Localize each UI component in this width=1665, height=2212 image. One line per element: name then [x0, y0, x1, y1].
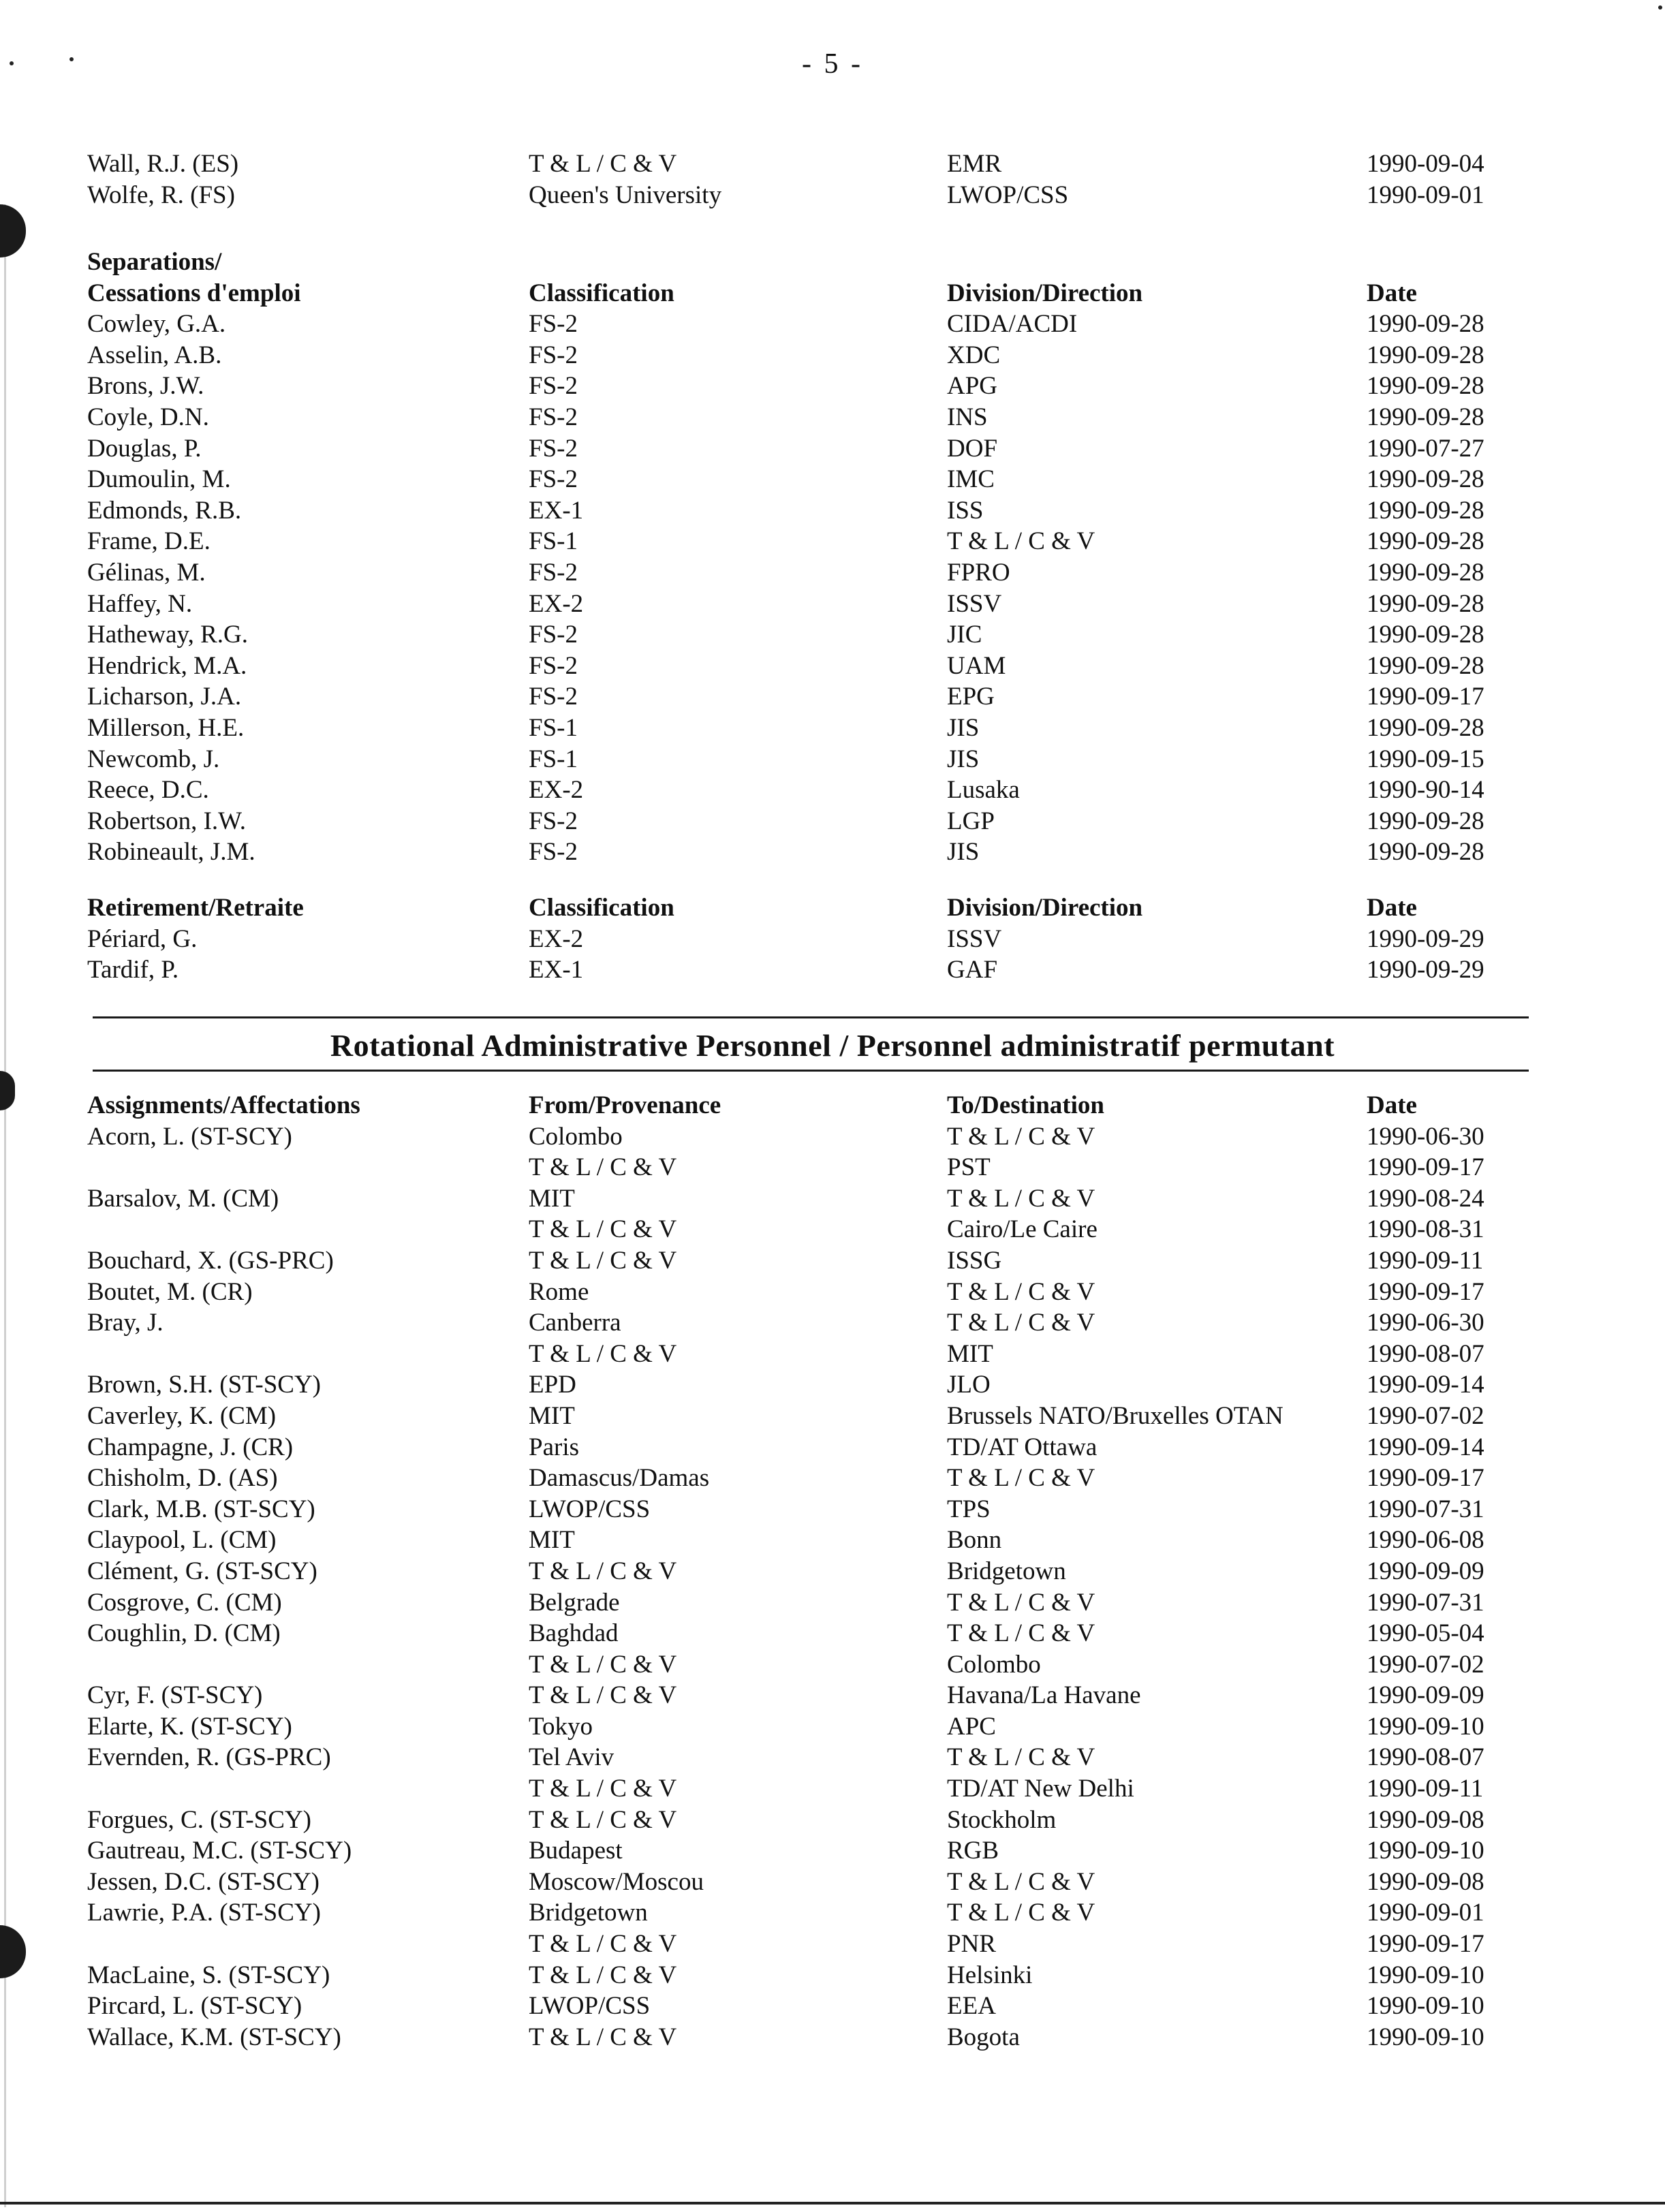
from-location: MIT	[529, 1184, 575, 1213]
employee-name: Hendrick, M.A.	[87, 651, 247, 680]
section-heading	[0, 247, 1665, 278]
table-row	[0, 1245, 1665, 1277]
employee-name: Asselin, A.B.	[87, 341, 222, 369]
to-destination: Cairo/Le Caire	[947, 1215, 1098, 1244]
to-destination: T & L / C & V	[947, 1743, 1095, 1772]
table-row	[0, 1277, 1665, 1308]
date: 1990-09-10	[1367, 1961, 1484, 1989]
from-location: Tel Aviv	[529, 1743, 614, 1772]
date: 1990-09-28	[1367, 496, 1484, 525]
from-location: T & L / C & V	[529, 1153, 677, 1182]
employee-name: Boutet, M. (CR)	[87, 1277, 253, 1306]
employee-name: Gélinas, M.	[87, 558, 206, 587]
table-row	[0, 1214, 1665, 1245]
table-header-row	[0, 1090, 1665, 1121]
employee-name: Robertson, I.W.	[87, 807, 246, 835]
table-row	[0, 837, 1665, 868]
table-row	[0, 1929, 1665, 1960]
employee-name: Barsalov, M. (CM)	[87, 1184, 279, 1213]
date: 1990-90-14	[1367, 776, 1484, 805]
table-row	[0, 149, 1665, 180]
date: 1990-09-28	[1367, 807, 1484, 835]
to-destination: RGB	[947, 1837, 999, 1865]
date: 1990-09-17	[1367, 683, 1484, 711]
table-row	[0, 589, 1665, 620]
from-location: T & L / C & V	[529, 1650, 677, 1679]
table-row	[0, 1835, 1665, 1867]
to-destination: Helsinki	[947, 1961, 1033, 1989]
to-destination: T & L / C & V	[947, 1899, 1095, 1927]
employee-name: Bouchard, X. (GS-PRC)	[87, 1246, 334, 1275]
date: 1990-07-31	[1367, 1588, 1484, 1617]
header-date: Date	[1367, 1091, 1417, 1119]
employee-name: Hatheway, R.G.	[87, 621, 248, 649]
header-division: Division/Direction	[947, 894, 1143, 922]
table-row	[0, 557, 1665, 589]
division: JIC	[947, 621, 982, 649]
from-location: MIT	[529, 1401, 575, 1430]
date: 1990-09-28	[1367, 589, 1484, 618]
date: 1990-09-01	[1367, 1899, 1484, 1927]
date: 1990-07-31	[1367, 1495, 1484, 1523]
from-location: EPD	[529, 1371, 576, 1399]
table-header-row	[0, 892, 1665, 924]
employee-name: Cowley, G.A.	[87, 310, 226, 339]
division: JIS	[947, 745, 980, 773]
to-destination: ISSG	[947, 1246, 1002, 1275]
to-destination: JLO	[947, 1371, 991, 1399]
header-to: To/Destination	[947, 1091, 1104, 1119]
date: 1990-09-28	[1367, 403, 1484, 431]
date: 1990-09-10	[1367, 1837, 1484, 1865]
to-destination: T & L / C & V	[947, 1619, 1095, 1648]
date: 1990-06-30	[1367, 1122, 1484, 1151]
to-destination: TD/AT Ottawa	[947, 1433, 1098, 1461]
division: ISSV	[947, 589, 1002, 618]
date: 1990-08-07	[1367, 1339, 1484, 1368]
date: 1990-09-14	[1367, 1433, 1484, 1461]
date: 1990-06-08	[1367, 1526, 1484, 1555]
employee-name: Chisholm, D. (AS)	[87, 1464, 278, 1493]
table-row	[0, 1867, 1665, 1898]
table-row	[0, 1556, 1665, 1587]
date: 1990-09-17	[1367, 1153, 1484, 1182]
table-row	[0, 1307, 1665, 1339]
date: 1990-09-17	[1367, 1464, 1484, 1493]
to-destination: T & L / C & V	[947, 1588, 1095, 1617]
to-destination: Stockholm	[947, 1805, 1057, 1834]
table-row	[0, 1960, 1665, 1991]
to-destination: T & L / C & V	[947, 1184, 1095, 1213]
table-row	[0, 1183, 1665, 1215]
table-header-row	[0, 278, 1665, 309]
date: 1990-09-11	[1367, 1775, 1484, 1803]
employee-name: Reece, D.C.	[87, 776, 209, 805]
origin: Queen's University	[529, 181, 722, 209]
date: 1990-09-10	[1367, 1992, 1484, 2021]
division: Lusaka	[947, 776, 1020, 805]
assignments-rows	[0, 1121, 1665, 2053]
from-location: T & L / C & V	[529, 1961, 677, 1989]
date: 1990-09-29	[1367, 924, 1484, 953]
employee-name: MacLaine, S. (ST-SCY)	[87, 1961, 330, 1989]
table-row	[0, 651, 1665, 682]
employee-name: Forgues, C. (ST-SCY)	[87, 1805, 311, 1834]
employee-name: Acorn, L. (ST-SCY)	[87, 1122, 292, 1151]
table-row	[0, 806, 1665, 837]
date: 1990-09-28	[1367, 713, 1484, 742]
division: APG	[947, 372, 998, 401]
from-location: T & L / C & V	[529, 1557, 677, 1585]
table-row	[0, 1618, 1665, 1649]
employee-name: Caverley, K. (CM)	[87, 1401, 277, 1430]
to-destination: T & L / C & V	[947, 1122, 1095, 1151]
classification: FS-2	[529, 838, 578, 867]
table-row	[0, 402, 1665, 433]
from-location: T & L / C & V	[529, 1930, 677, 1959]
date: 1990-09-28	[1367, 558, 1484, 587]
from-location: T & L / C & V	[529, 1681, 677, 1710]
table-row	[0, 1525, 1665, 1556]
to-destination: PNR	[947, 1930, 996, 1959]
date: 1990-09-28	[1367, 838, 1484, 867]
table-row	[0, 2022, 1665, 2053]
date: 1990-09-28	[1367, 341, 1484, 369]
separations-table	[0, 247, 1665, 868]
classification: FS-2	[529, 372, 578, 401]
classification: FS-2	[529, 558, 578, 587]
employee-name: Lawrie, P.A. (ST-SCY)	[87, 1899, 321, 1927]
classification: FS-1	[529, 527, 578, 556]
classification: FS-2	[529, 683, 578, 711]
to-destination: PST	[947, 1153, 991, 1182]
to-destination: Bonn	[947, 1526, 1002, 1555]
date: 1990-09-14	[1367, 1371, 1484, 1399]
employee-name: Evernden, R. (GS-PRC)	[87, 1743, 331, 1772]
assignments-table	[0, 1090, 1665, 2053]
from-location: T & L / C & V	[529, 1215, 677, 1244]
date: 1990-09-09	[1367, 1681, 1484, 1710]
date: 1990-08-07	[1367, 1743, 1484, 1772]
table-row	[0, 1773, 1665, 1805]
employee-name: Pircard, L. (ST-SCY)	[87, 1992, 302, 2021]
to-destination: MIT	[947, 1339, 993, 1368]
divider	[93, 1016, 1529, 1018]
destination: LWOP/CSS	[947, 181, 1069, 209]
employee-name: Frame, D.E.	[87, 527, 211, 556]
table-row	[0, 309, 1665, 340]
employee-name: Edmonds, R.B.	[87, 496, 242, 525]
division: INS	[947, 403, 988, 431]
classification: FS-2	[529, 807, 578, 835]
from-location: LWOP/CSS	[529, 1992, 651, 2021]
from-location: Colombo	[529, 1122, 623, 1151]
header-name: Retirement/Retraite	[87, 894, 304, 922]
employee-name: Tardif, P.	[87, 956, 179, 984]
date: 1990-08-24	[1367, 1184, 1484, 1213]
page-number: - 5 -	[802, 48, 863, 80]
employee-name: Douglas, P.	[87, 434, 202, 463]
header-name: Cessations d'emploi	[87, 279, 301, 307]
employee-name: Périard, G.	[87, 924, 198, 953]
table-row	[0, 713, 1665, 744]
date: 1990-09-28	[1367, 372, 1484, 401]
employee-name: Haffey, N.	[87, 589, 193, 618]
separations-heading: Separations/	[87, 248, 222, 276]
from-location: Budapest	[529, 1837, 623, 1865]
date: 1990-07-27	[1367, 434, 1484, 463]
table-row	[0, 1494, 1665, 1525]
table-row	[0, 681, 1665, 713]
date: 1990-09-17	[1367, 1930, 1484, 1959]
classification: FS-1	[529, 713, 578, 742]
employee-name: Millerson, H.E.	[87, 713, 245, 742]
date: 1990-07-02	[1367, 1650, 1484, 1679]
date: 1990-09-10	[1367, 1712, 1484, 1741]
employee-name: Gautreau, M.C. (ST-SCY)	[87, 1837, 352, 1865]
classification: FS-2	[529, 434, 578, 463]
date: 1990-09-15	[1367, 745, 1484, 773]
classification: FS-2	[529, 341, 578, 369]
division: FPRO	[947, 558, 1010, 587]
from-location: Baghdad	[529, 1619, 619, 1648]
header-classification: Classification	[529, 894, 674, 922]
separations-rows	[0, 309, 1665, 868]
employee-name: Elarte, K. (ST-SCY)	[87, 1712, 292, 1741]
employee-name: Dumoulin, M.	[87, 465, 231, 494]
from-location: Paris	[529, 1433, 579, 1461]
to-destination: T & L / C & V	[947, 1309, 1095, 1337]
classification: EX-2	[529, 589, 584, 618]
table-row	[0, 1121, 1665, 1153]
classification: EX-2	[529, 924, 584, 953]
division: GAF	[947, 956, 998, 984]
to-destination: EEA	[947, 1992, 996, 2021]
employee-name: Robineault, J.M.	[87, 838, 255, 867]
employee-name: Licharson, J.A.	[87, 683, 242, 711]
date: 1990-09-28	[1367, 310, 1484, 339]
header-date: Date	[1367, 279, 1417, 307]
classification: EX-2	[529, 776, 584, 805]
to-destination: TPS	[947, 1495, 991, 1523]
carryover-table	[0, 149, 1665, 211]
scan-speck	[1658, 5, 1662, 10]
date: 1990-09-28	[1367, 621, 1484, 649]
table-row	[0, 744, 1665, 775]
header-division: Division/Direction	[947, 279, 1143, 307]
division: IMC	[947, 465, 995, 494]
table-row	[0, 775, 1665, 806]
from-location: T & L / C & V	[529, 1805, 677, 1834]
employee-name: Champagne, J. (CR)	[87, 1433, 294, 1461]
table-row	[0, 1680, 1665, 1711]
header-classification: Classification	[529, 279, 674, 307]
to-destination: T & L / C & V	[947, 1277, 1095, 1306]
table-row	[0, 1991, 1665, 2022]
table-row	[0, 180, 1665, 211]
table-row	[0, 526, 1665, 557]
division: CIDA/ACDI	[947, 310, 1078, 339]
header-date: Date	[1367, 894, 1417, 922]
table-row	[0, 1339, 1665, 1370]
table-row	[0, 619, 1665, 651]
from-location: Bridgetown	[529, 1899, 648, 1927]
division: UAM	[947, 651, 1006, 680]
table-row	[0, 1152, 1665, 1183]
table-row	[0, 433, 1665, 465]
classification: EX-1	[529, 956, 584, 984]
to-destination: APC	[947, 1712, 996, 1741]
date: 1990-09-08	[1367, 1805, 1484, 1834]
date: 1990-09-28	[1367, 465, 1484, 494]
date: 1990-09-28	[1367, 527, 1484, 556]
from-location: T & L / C & V	[529, 2023, 677, 2051]
classification: FS-1	[529, 745, 578, 773]
division: DOF	[947, 434, 998, 463]
employee-name: Clark, M.B. (ST-SCY)	[87, 1495, 315, 1523]
classification: FS-2	[529, 403, 578, 431]
date: 1990-06-30	[1367, 1309, 1484, 1337]
division: T & L / C & V	[947, 527, 1095, 556]
date: 1990-09-17	[1367, 1277, 1484, 1306]
table-row	[0, 1742, 1665, 1773]
header-from: From/Provenance	[529, 1091, 721, 1119]
division: XDC	[947, 341, 1001, 369]
table-row	[0, 371, 1665, 402]
table-row	[0, 1711, 1665, 1743]
to-destination: Bridgetown	[947, 1557, 1066, 1585]
from-location: Canberra	[529, 1309, 621, 1337]
classification: FS-2	[529, 651, 578, 680]
page-bottom-edge	[0, 2202, 1665, 2205]
from-location: Tokyo	[529, 1712, 593, 1741]
employee-name: Wall, R.J. (ES)	[87, 150, 239, 178]
from-location: Moscow/Moscou	[529, 1867, 704, 1896]
from-location: Belgrade	[529, 1588, 620, 1617]
date: 1990-07-02	[1367, 1401, 1484, 1430]
from-location: MIT	[529, 1526, 575, 1555]
division: ISSV	[947, 924, 1002, 953]
origin: T & L / C & V	[529, 150, 677, 178]
employee-name: Coyle, D.N.	[87, 403, 209, 431]
division: ISS	[947, 496, 984, 525]
division: EPG	[947, 683, 995, 711]
header-name: Assignments/Affectations	[87, 1091, 360, 1119]
division: JIS	[947, 838, 980, 867]
employee-name: Cyr, F. (ST-SCY)	[87, 1681, 263, 1710]
employee-name: Bray, J.	[87, 1309, 164, 1337]
employee-name: Jessen, D.C. (ST-SCY)	[87, 1867, 320, 1896]
employee-name: Brons, J.W.	[87, 372, 204, 401]
employee-name: Wolfe, R. (FS)	[87, 181, 235, 209]
table-row	[0, 924, 1665, 955]
from-location: T & L / C & V	[529, 1246, 677, 1275]
table-row	[0, 1649, 1665, 1681]
retirement-rows	[0, 924, 1665, 986]
date: 1990-08-31	[1367, 1215, 1484, 1244]
employee-name: Wallace, K.M. (ST-SCY)	[87, 2023, 341, 2051]
from-location: Damascus/Damas	[529, 1464, 710, 1493]
table-row	[0, 1432, 1665, 1463]
retirement-table	[0, 892, 1665, 986]
date: 1990-09-10	[1367, 2023, 1484, 2051]
table-row	[0, 340, 1665, 371]
to-destination: Colombo	[947, 1650, 1041, 1679]
employee-name: Cosgrove, C. (CM)	[87, 1588, 282, 1617]
to-destination: T & L / C & V	[947, 1464, 1095, 1493]
destination: EMR	[947, 150, 1002, 178]
from-location: T & L / C & V	[529, 1339, 677, 1368]
to-destination: Bogota	[947, 2023, 1020, 2051]
division: JIS	[947, 713, 980, 742]
date: 1990-09-09	[1367, 1557, 1484, 1585]
classification: EX-1	[529, 496, 584, 525]
table-row	[0, 1463, 1665, 1494]
date: 1990-09-08	[1367, 1867, 1484, 1896]
table-row	[0, 954, 1665, 986]
date: 1990-09-01	[1367, 181, 1484, 209]
date: 1990-09-29	[1367, 956, 1484, 984]
table-row	[0, 1369, 1665, 1401]
date: 1990-09-04	[1367, 150, 1484, 178]
classification: FS-2	[529, 465, 578, 494]
divider	[93, 1070, 1529, 1072]
section-title: Rotational Administrative Personnel / Personnel administratif permutant	[330, 1028, 1335, 1063]
date: 1990-09-28	[1367, 651, 1484, 680]
division: LGP	[947, 807, 995, 835]
employee-name: Claypool, L. (CM)	[87, 1526, 277, 1555]
table-row	[0, 464, 1665, 495]
to-destination: T & L / C & V	[947, 1867, 1095, 1896]
employee-name: Newcomb, J.	[87, 745, 220, 773]
classification: FS-2	[529, 621, 578, 649]
to-destination: TD/AT New Delhi	[947, 1775, 1134, 1803]
employee-name: Brown, S.H. (ST-SCY)	[87, 1371, 321, 1399]
table-row	[0, 1897, 1665, 1929]
date: 1990-05-04	[1367, 1619, 1484, 1648]
table-row	[0, 1805, 1665, 1836]
to-destination: Havana/La Havane	[947, 1681, 1141, 1710]
to-destination: Brussels NATO/Bruxelles OTAN	[947, 1401, 1283, 1430]
employee-name: Coughlin, D. (CM)	[87, 1619, 281, 1648]
from-location: Rome	[529, 1277, 589, 1306]
table-row	[0, 1587, 1665, 1619]
date: 1990-09-11	[1367, 1246, 1484, 1275]
employee-name: Clément, G. (ST-SCY)	[87, 1557, 317, 1585]
table-row	[0, 1401, 1665, 1432]
classification: FS-2	[529, 310, 578, 339]
table-row	[0, 495, 1665, 527]
from-location: LWOP/CSS	[529, 1495, 651, 1523]
from-location: T & L / C & V	[529, 1775, 677, 1803]
